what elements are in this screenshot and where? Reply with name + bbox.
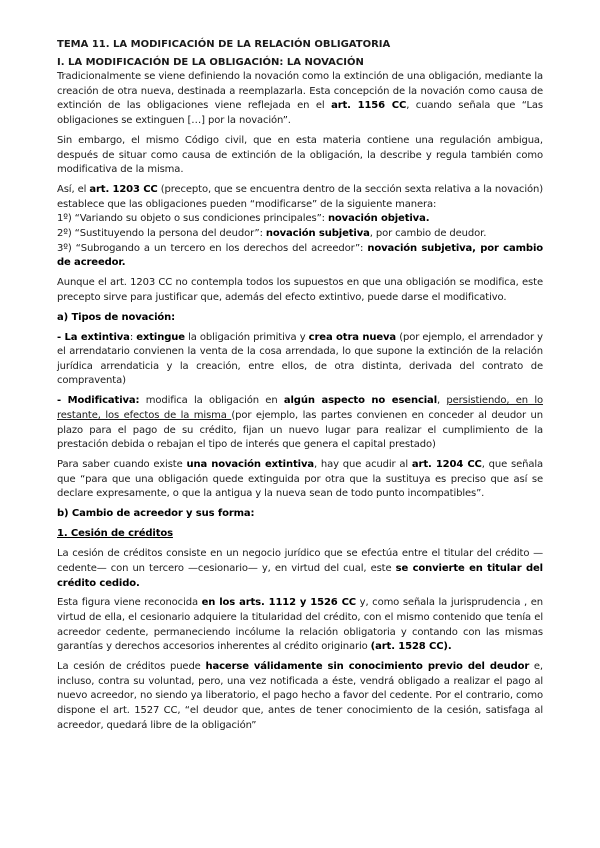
text-run: TEMA 11. LA MODIFICACIÓN DE LA RELACIÓN OBLIGATORIA: [57, 39, 391, 50]
bold-text: se convierte en titular del crédito cedido.: [57, 562, 543, 589]
paragraph: [57, 227, 543, 242]
paragraph: [57, 660, 543, 733]
bold-text: (art. 1528 CC).: [370, 641, 452, 653]
text-run: , por cambio de deudor.: [369, 227, 487, 239]
text-run: Esta figura viene reconocida: [57, 597, 202, 609]
text-run: e, incluso, contra su voluntad, pero, una vez notificada a éste, vendrá obligado a realizar el pago al nuevo acreedor, no siendo ya liberatorio, el pago hecho a favor del cedente. Por el contrario, como dispone el art. 1527 CC, “el deudor que, antes de tener conocimiento de la cesión, satisfaga al acreedor, quedará libre de la obligación”: [57, 661, 543, 731]
bold-text: novación subjetiva, por cambio de acreedor.: [57, 242, 544, 269]
bold-text: - La extintiva: [57, 331, 130, 343]
paragraph: [57, 70, 543, 128]
section-heading: [57, 56, 543, 71]
bold-text: art. 1203 CC: [89, 184, 158, 196]
paragraph: [57, 331, 543, 389]
document-title: [57, 38, 543, 53]
text-run: Para saber cuando existe: [57, 459, 187, 471]
bold-text: 1. Cesión de créditos: [57, 528, 173, 540]
paragraph: [57, 276, 543, 305]
bold-text: una novación extintiva: [186, 459, 314, 471]
bold-text: a) Tipos de novación:: [57, 311, 176, 323]
bold-text: novación objetiva.: [327, 213, 430, 225]
document-page: [57, 38, 543, 739]
paragraph: [57, 547, 543, 591]
bold-text: extingue: [136, 331, 185, 343]
paragraph: [57, 212, 543, 227]
text-run: Aunque el art. 1203 CC no contempla todos los supuestos en que una obligación se modifica, este precepto sirve para justificar que, además del efecto extintivo, puede darse el modificativo.: [57, 277, 543, 303]
text-run: y, como señala la jurisprudencia , en virtud de ella, el cesionario adquiere la titularidad del crédito, con el mismo contenido que tenía el acreedor cedente, permaneciendo incólume la relación obligatoria y contando con las mismas garantías y derechos accesorios inherentes al crédito originario: [57, 597, 543, 653]
bold-text: hacerse válidamente sin conocimiento previo del deudor: [205, 661, 530, 673]
paragraph: [57, 242, 543, 271]
paragraph: [57, 596, 543, 654]
underlined-text: persistiendo, en lo restante, los efectos de la misma: [57, 395, 543, 421]
bold-text: - Modificativa:: [57, 395, 140, 407]
text-run: 3º) “Subrogando a un tercero en los derechos del acreedor”:: [57, 242, 368, 254]
bold-text: en los arts. 1112 y 1526 CC: [201, 597, 357, 609]
paragraph: [57, 311, 543, 326]
text-run: modifica la obligación en: [139, 395, 284, 407]
text-run: 1º) “Variando su objeto o sus condiciones principales”:: [57, 213, 328, 225]
bold-text: crea otra nueva: [308, 331, 397, 343]
text-run: 2º) “Sustituyendo la persona del deudor”:: [57, 227, 266, 239]
bold-text: art. 1156 CC: [331, 100, 407, 112]
text-run: , hay que acudir al: [313, 459, 412, 471]
bold-text: novación subjetiva: [265, 227, 370, 239]
text-run: Sin embargo, el mismo Código civil, que en esta materia contiene una regulación ambigua, después de situar como causa de extinción de la obligación, la describe y regula también como modificativa de la misma.: [57, 134, 543, 176]
paragraph: [57, 183, 543, 212]
paragraph: [57, 394, 543, 452]
text-run: , cuando señala que “Las obligaciones se extinguen […] por la novación”.: [57, 100, 544, 126]
paragraph: [57, 527, 543, 542]
text-run: (por ejemplo, las partes convienen en conceder al deudor un plazo para el pago de su crédito, fijan un nuevo lugar para realizar el cumplimiento de la prestación debida o rebajan el tipo de interés que genera el capital prestado): [57, 410, 543, 451]
text-run: :: [129, 331, 137, 343]
text-run: la obligación primitiva y: [184, 331, 309, 343]
text-run: (precepto, que se encuentra dentro de la sección sexta relativa a la novación) establece que las obligaciones pueden “modificarse” de la siguiente manera:: [57, 184, 543, 210]
bold-text: art. 1204 CC: [411, 459, 482, 471]
text-run: La cesión de créditos puede: [57, 661, 206, 673]
paragraph: [57, 507, 543, 522]
text-run: Así, el: [57, 184, 90, 196]
bold-text: algún aspecto no esencial: [283, 395, 437, 407]
text-run: ,: [437, 395, 447, 407]
bold-text: b) Cambio de acreedor y sus forma:: [57, 508, 255, 520]
text-run: I. LA MODIFICACIÓN DE LA OBLIGACIÓN: LA NOVACIÓN: [57, 56, 364, 68]
paragraph: [57, 134, 543, 178]
text-run: , que señala que “para que una obligación quede extinguida por otra que la sustituya es preciso que así se declare expresamente, o que la antigua y la nueva sean de todo punto incompatibles”.: [57, 459, 543, 500]
text-run: Tradicionalmente se viene definiendo la novación como la extinción de una obligación, mediante la creación de otra nueva, destinada a reemplazarla. Esta concepción de la novación como causa de extinción de las obligaciones viene reflejada en el: [57, 71, 543, 112]
text-run: La cesión de créditos consiste en un negocio jurídico que se efectúa entre el titular del crédito —cedente— con un tercero —cesionario— y, en virtud del cual, este: [57, 548, 543, 574]
text-run: (por ejemplo, el arrendador y el arrendatario convienen la venta de la cosa arrendada, lo que supone la extinción de la relación jurídica arrendaticia y la creación, entre ellos, de otra distinta, derivada del contrato de compraventa): [57, 331, 543, 387]
paragraph: [57, 458, 543, 502]
